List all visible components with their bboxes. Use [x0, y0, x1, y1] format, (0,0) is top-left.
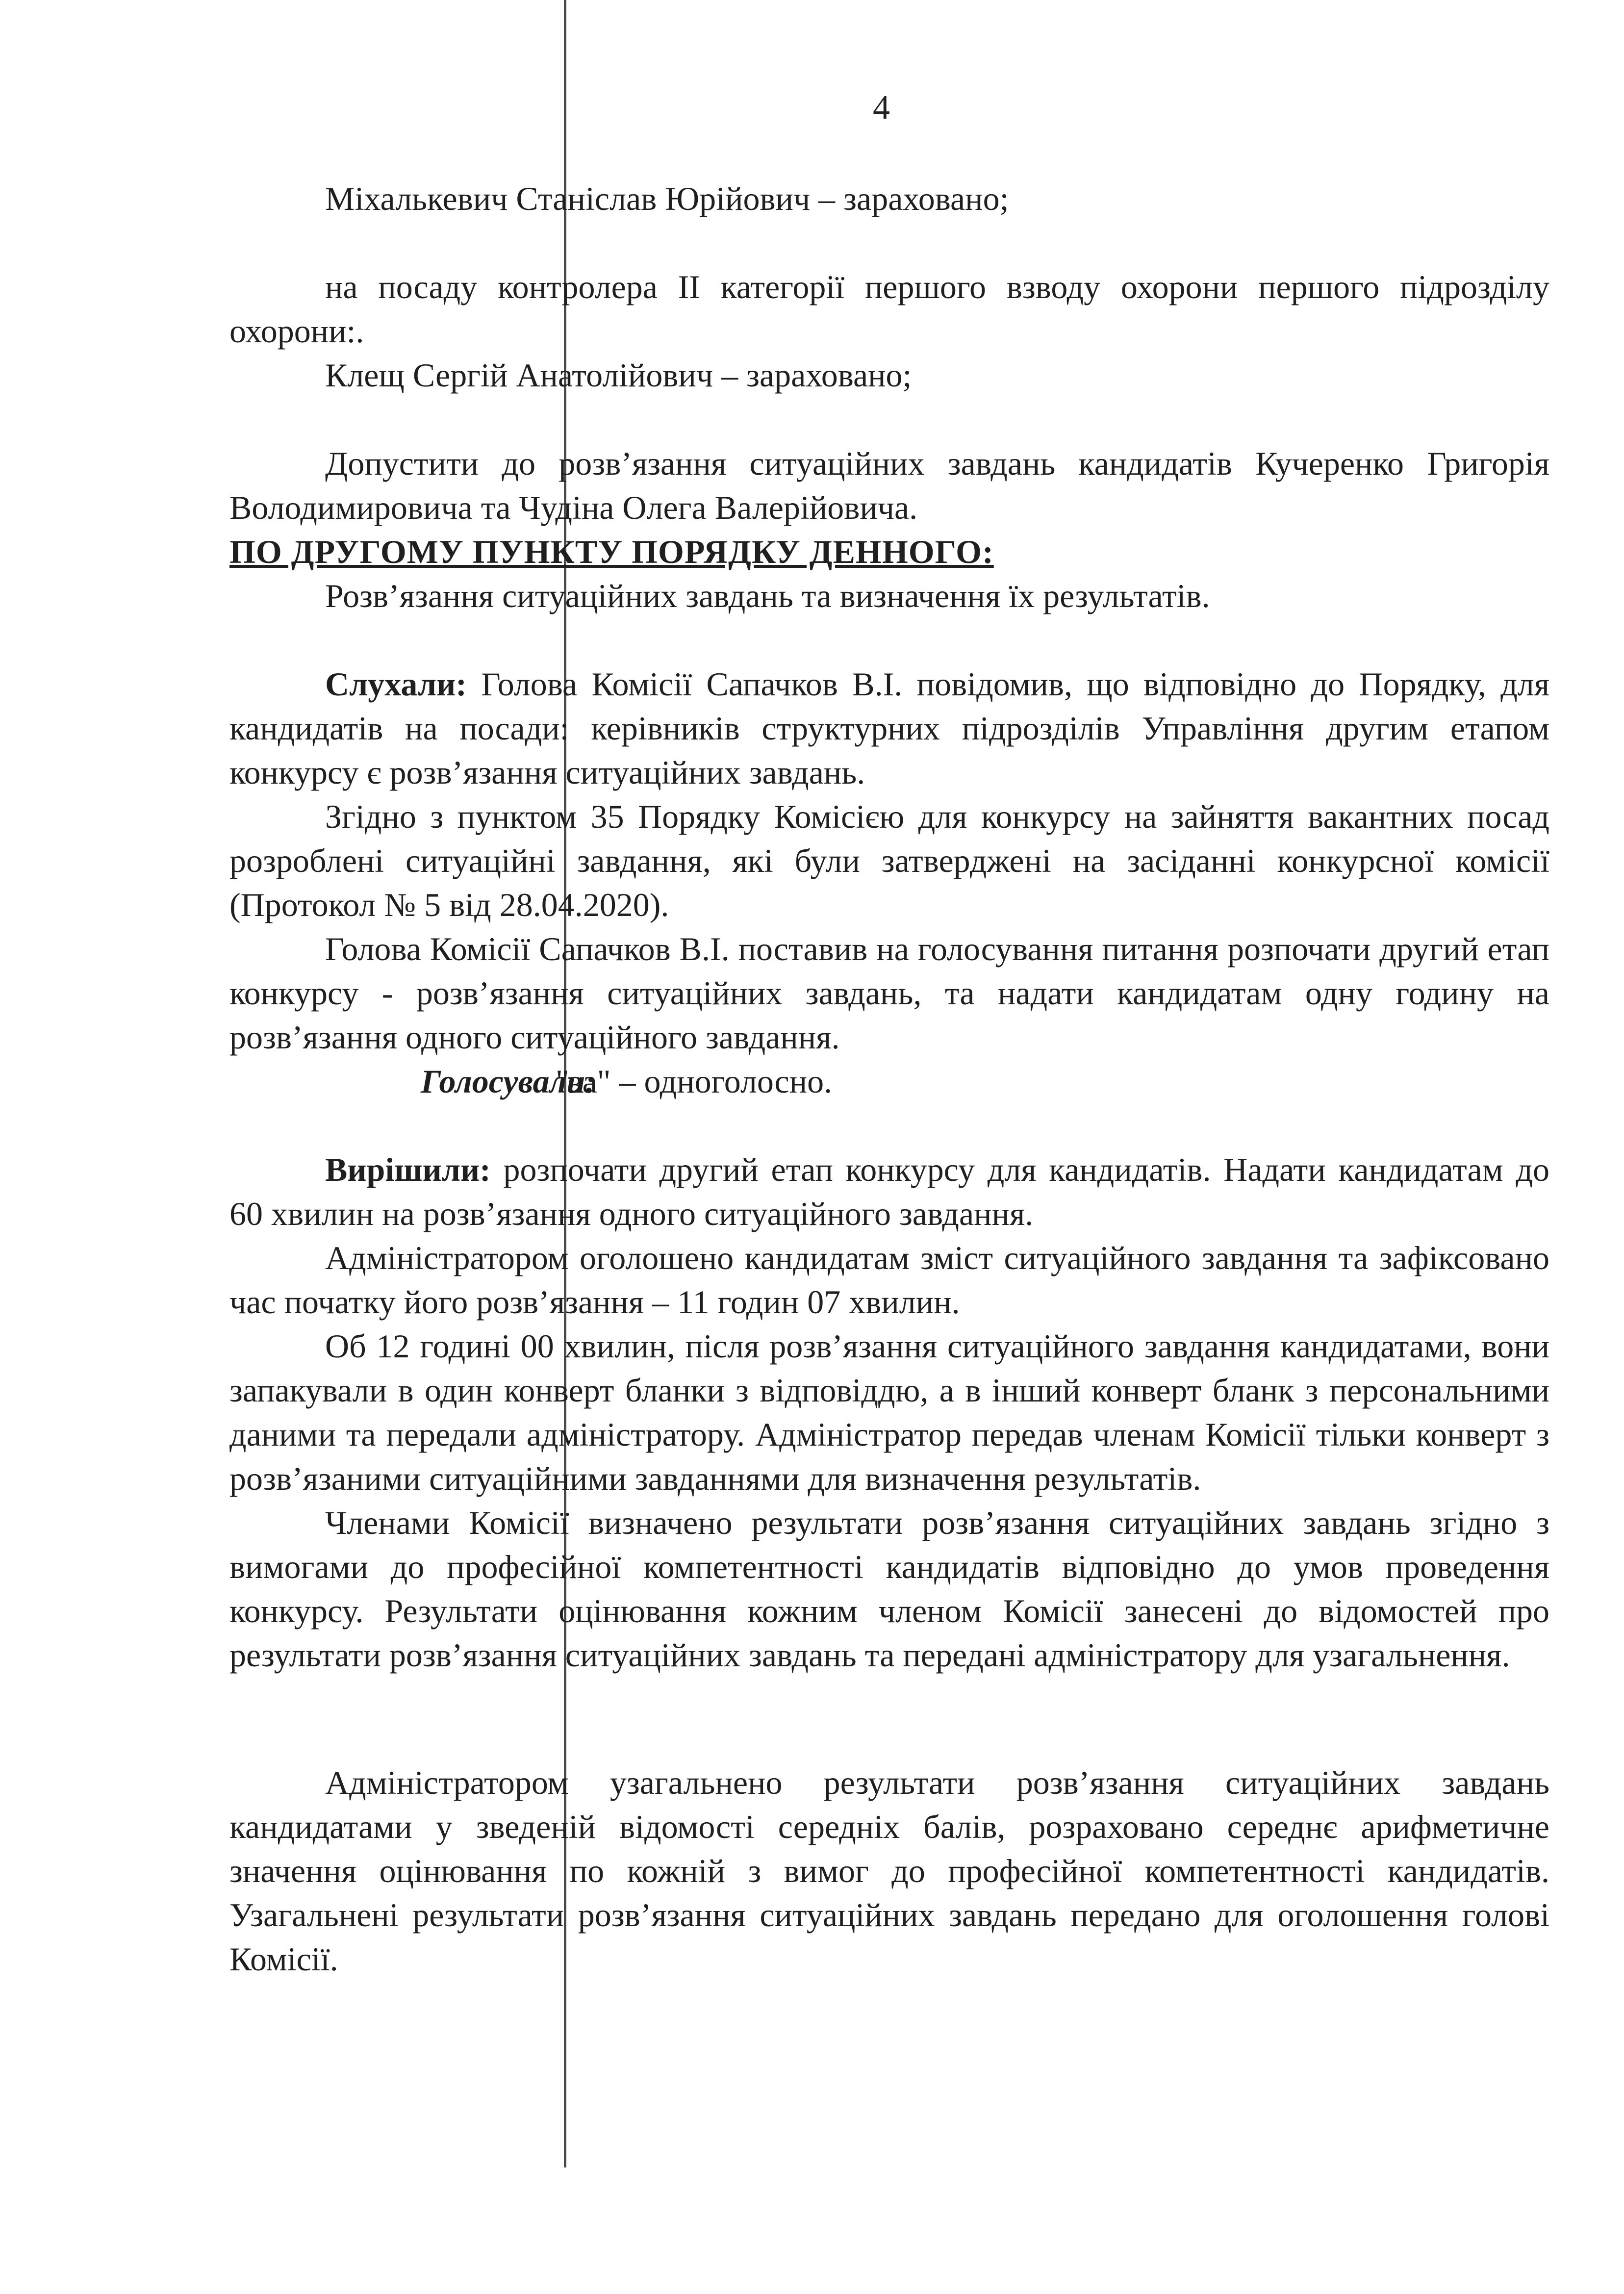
paragraph-vote-proposal: Голова Комісії Сапачков В.І. поставив на голосування питання розпочати другий етап конкурсу - розв’язання ситуаційних завдань, та надати кандидатам одну годину на розв’язання одного ситуаційного завдання. — [229, 930, 1549, 1056]
heard-text: Голова Комісії Сапачков В.І. повідомив, що відповідно до Порядку, для кандидатів на посади: керівників структурних підрозділів Управління другим етапом конкурсу є розв’язання ситуаційних завдань. — [229, 665, 1549, 791]
paragraph-heard — [229, 662, 1549, 794]
decided-text: розпочати другий етап конкурсу для кандидатів. Надати кандидатам до 60 хвилин на розв’язання одного ситуаційного завдання. — [229, 1151, 1550, 1232]
document-body — [229, 177, 1549, 1981]
paragraph-candidate-result-2: Клещ Сергій Анатолійович – зараховано; — [325, 357, 912, 394]
paragraph-voted — [229, 1059, 1549, 1103]
section-heading: ПО ДРУГОМУ ПУНКТУ ПОРЯДКУ ДЕННОГО: — [229, 533, 994, 570]
decided-label: Вирішили: — [325, 1151, 491, 1188]
page-number: 4 — [873, 89, 890, 127]
voted-text: "за" – одноголосно. — [556, 1063, 833, 1100]
paragraph-summary: Адміністратором узагальнено результати розв’язання ситуаційних завдань кандидатами у зведеній відомості середніх балів, розраховано середнє арифметичне значення оцінювання по кожній з вимог до професійної компетентності кандидатів. Узагальнені результати розв’язання ситуаційних завдань передано для оголошення голові Комісії. — [229, 1764, 1549, 1978]
paragraph-candidate-result-1: Міхалькевич Станіслав Юрійович – зараховано; — [325, 180, 1009, 217]
paragraph-evaluation: Членами Комісії визначено результати розв’язання ситуаційних завдань згідно з вимогами до професійної компетентності кандидатів відповідно до умов проведення конкурсу. Результати оцінювання кожним членом Комісії занесені до відомостей про результати розв’язання ситуаційних завдань та передані адміністратору для узагальнення. — [229, 1504, 1549, 1674]
paragraph-task-start: Адміністратором оголошено кандидатам зміст ситуаційного завдання та зафіксовано час початку його розв’язання – 11 годин 07 хвилин. — [229, 1239, 1549, 1321]
paragraph-clause-35: Згідно з пунктом 35 Порядку Комісією для конкурсу на зайняття вакантних посад розроблені ситуаційні завдання, які були затверджені на засіданні конкурсної комісії (Протокол № 5 від 28.04.2020). — [229, 798, 1549, 923]
paragraph-admission: Допустити до розв’язання ситуаційних завдань кандидатів Кучеренко Григорія Володимировича та Чудіна Олега Валерійовича. — [229, 445, 1549, 526]
heard-label: Слухали: — [325, 665, 467, 703]
paragraph-task-end: Об 12 годині 00 хвилин, після розв’язання ситуаційного завдання кандидатами, вони запакували в один конверт бланки з відповіддю, а в інший конверт бланк з персональними даними та передали адміністратору. Адміністратор передав членам Комісії тільки конверт з розв’язаними ситуаційними завданнями для визначення результатів. — [229, 1327, 1549, 1497]
paragraph-agenda-item: Розв’язання ситуаційних завдань та визначення їх результатів. — [325, 577, 1210, 614]
paragraph-position: на посаду контролера ІІ категорії першого взводу охорони першого підрозділу охорони:. — [229, 268, 1549, 350]
voted-label: Голосували: — [421, 1063, 596, 1100]
paragraph-decided — [229, 1147, 1549, 1236]
